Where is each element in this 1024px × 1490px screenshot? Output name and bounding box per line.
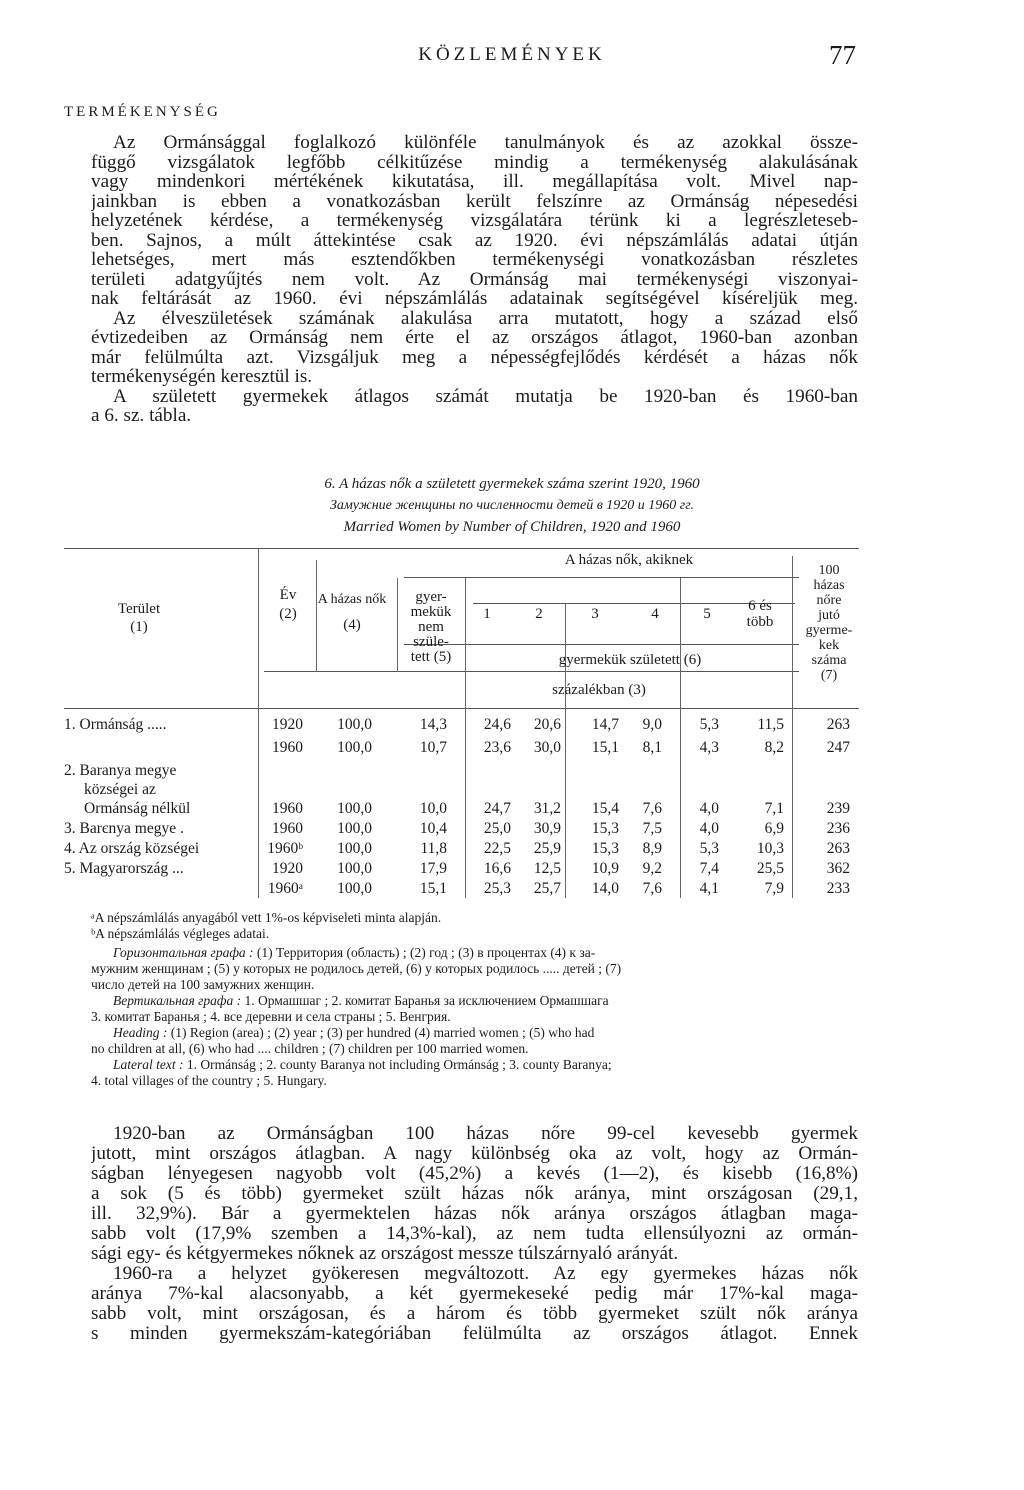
header-col-4: 4 [651, 606, 659, 622]
table-cell: 7,6 [642, 800, 662, 817]
year-cell: 1960ᵃ [267, 880, 303, 897]
text-line: a 6. sz. tábla. [91, 406, 192, 426]
header-year: Év [279, 587, 297, 603]
table-cell: 25,5 [756, 860, 784, 877]
table-cell: 8,2 [764, 739, 784, 756]
header-married-women-num: (4) [343, 617, 361, 633]
text-line: sabb volt, mint országosan, és a három és több gyermeket szült nők aránya [91, 1304, 858, 1324]
table-caption-ru: Замужние женщины по численности детей в 1920 и 1960 гг. [329, 498, 695, 513]
header-per100: házas [813, 578, 845, 593]
row-label: 1. Ormánság ..... [64, 716, 167, 733]
table-cell: 15,1 [591, 739, 619, 756]
note-label: Lateral text : [113, 1057, 184, 1072]
header-per100: száma [811, 653, 847, 668]
table-cell: 7,6 [642, 880, 662, 897]
header-col-3: 3 [591, 606, 599, 622]
header-born: gyermekük született (6) [558, 652, 702, 668]
table-cell: 31,2 [533, 800, 561, 817]
table-cell: 17,9 [419, 860, 447, 877]
header-region-num: (1) [130, 619, 148, 635]
table-cell: 24,7 [483, 800, 511, 817]
table-cell: 10,4 [419, 820, 447, 837]
text-line: már felülmúlta azt. Vizsgáljuk meg a népességfejlődés kérdését a házas nők [91, 347, 858, 367]
header-col-2: 2 [535, 606, 543, 622]
table-cell: 14,7 [591, 716, 619, 733]
table-cell: 10,9 [591, 860, 619, 877]
table-cell: 6,9 [764, 820, 784, 837]
header-col-5: 5 [703, 606, 711, 622]
text-line: vagy mindenkori mértékének kikutatása, ill. megállapítása volt. Mivel nap- [91, 172, 858, 192]
text-line: aránya 7%-kal alacsonyabb, a két gyermekeseké pedig már 17%-kal maga- [91, 1284, 858, 1304]
row-label: 3. Barєnya megye . [64, 820, 184, 837]
header-no-children: szüle- [413, 634, 449, 650]
table-cell: 100,0 [337, 800, 372, 817]
table-cell: 247 [826, 739, 850, 756]
table-cell: 23,6 [483, 739, 511, 756]
table-cell: 12,5 [533, 860, 561, 877]
header-region: Terület [117, 601, 161, 617]
year-cell: 1960ᵇ [267, 840, 303, 857]
table-cell: 100,0 [337, 739, 372, 756]
text-line: évtizedeiben az Ormánság nem érte el az országos átlagot, 1960-ban azonban [91, 328, 858, 348]
section-title: TERMÉKENYSÉG [64, 104, 221, 120]
intro-paragraph [91, 133, 858, 426]
footnote-a: ᵃA népszámlálás anyagából vett 1%-os képviseleti minta alapján. [91, 910, 442, 925]
column-divider [316, 560, 317, 672]
text-line: ill. 32,9%). Bár a gyermektelen házas nők aránya országos átlagban maga- [91, 1204, 858, 1224]
table-cell: 100,0 [337, 716, 372, 733]
header-per100: kek [818, 638, 840, 653]
table-cell: 100,0 [337, 820, 372, 837]
header-per100: gyerme- [805, 623, 853, 638]
table-cell: 4,1 [699, 880, 719, 897]
text-line: 1960-ra a helyzet gyökeresen megváltozott. Az egy gyermekes házas nők [113, 1264, 858, 1284]
table-cell: 5,3 [699, 716, 719, 733]
note-label: Горизонтальная графа : [113, 945, 254, 960]
table-cell: 25,9 [533, 840, 561, 857]
table-cell: 10,7 [419, 739, 447, 756]
closing-paragraph [91, 1124, 858, 1344]
percent-rule [264, 671, 799, 672]
table-cell: 15,3 [591, 840, 619, 857]
year-cell: 1920 [272, 716, 303, 733]
table-cell: 7,5 [642, 820, 662, 837]
year-cell: 1960 [272, 820, 303, 837]
header-bottom-rule [64, 708, 859, 709]
text-line: jainkban is ebben a vonatkozásban került felszínre az Ormánság népesedési [91, 191, 858, 211]
text-line: területi adatgyűjtés nem volt. Az Ormánság mai termékenységi viszonyai- [91, 269, 858, 289]
note-text: (1) Территория (область) ; (2) год ; (3) в процентах (4) к за- [256, 945, 596, 960]
header-no-children: mekük [410, 604, 452, 620]
text-line: A született gyermekek átlagos számát mutatja be 1920-ban és 1960-ban [113, 386, 858, 406]
header-per100: (7) [820, 668, 838, 683]
note-label: Вертикальная графа : [113, 993, 242, 1008]
text-line: nak feltárását az 1960. évi népszámlálás adatainak segítségével kíséreljük meg. [91, 289, 858, 309]
table-cell: 16,6 [483, 860, 511, 877]
group-rule [404, 577, 799, 578]
header-per100: jutó [818, 608, 840, 623]
text-line: ben. Sajnos, a múlt áttekintése csak az 1920. évi népszámlálás adatai útján [91, 230, 858, 250]
text-line: ságban lényegesen nagyobb volt (45,2%) a kevés (1—2), és kisebb (16,8%) [91, 1164, 858, 1184]
header-no-children: tett (5) [410, 649, 452, 665]
note-text: 1. Ormánság ; 2. county Baranya not including Ormánság ; 3. county Baranya; [186, 1057, 612, 1072]
table-cell: 100,0 [337, 840, 372, 857]
table-cell: 5,3 [699, 840, 719, 857]
table-cell: 15,1 [419, 880, 447, 897]
table-caption-hu: 6. A házas nők a született gyermekek száma szerint 1920, 1960 [324, 476, 700, 492]
text-line: a sok (5 és több) gyermeket szült házas nők aránya, mint országosan (29,1, [91, 1184, 858, 1204]
table-cell: 263 [826, 840, 850, 857]
row-label: Ormánság nélkül [84, 800, 191, 817]
table-cell: 25,7 [533, 880, 561, 897]
table-cell: 20,6 [533, 716, 561, 733]
table-cell: 11,8 [420, 840, 447, 857]
table-cell: 263 [826, 716, 850, 733]
header-no-children: nem [418, 619, 444, 635]
text-line: sabb volt (17,9% szemben a 14,3%-kal), az nem tudta ellensúlyozni az ormán- [91, 1224, 858, 1244]
table-cell: 7,4 [699, 860, 719, 877]
table-cell: 4,0 [699, 820, 719, 837]
footnote-b: ᵇA népszámlálás végleges adatai. [91, 926, 270, 941]
header-no-children: gyer- [415, 589, 447, 605]
note-text: 3. комитат Баранья ; 4. все деревни и села страны ; 5. Венгрия. [91, 1009, 451, 1024]
table-top-rule [64, 548, 859, 549]
text-line: függő vizsgálatok legfőbb célkitűzése mindig a termékenység alakulásának [91, 152, 858, 172]
header-per100: 100 [818, 563, 840, 578]
text-line: lehetséges, mert más esztendőkben termékenységi vonatkozásban részletes [91, 250, 858, 270]
text-line: helyzetének kérdése, a termékenység vizsgálatára térünk ki a legrészleteseb- [91, 211, 858, 231]
table-cell: 4,0 [699, 800, 719, 817]
table-cell: 22,5 [483, 840, 511, 857]
table-cell: 362 [826, 860, 850, 877]
text-line: s minden gyermekszám-kategóriában felülmúlta az országos átlagot. Ennek [91, 1324, 858, 1344]
year-cell: 1960 [272, 800, 303, 817]
table-cell: 24,6 [483, 716, 511, 733]
table-cell: 239 [826, 800, 850, 817]
text-line: sági egy- és kétgyermekes nőknek az országost messze túlszárnyaló arányát. [91, 1244, 679, 1264]
table-cell: 236 [826, 820, 850, 837]
text-line: Az élveszületések számának alakulása arra mutatott, hogy a század első [113, 308, 858, 328]
header-married-women: A házas nők [317, 592, 387, 607]
text-line: 1920-ban az Ormánságban 100 házas nőre 99-cel kevesebb gyermek [113, 1124, 858, 1144]
year-cell: 1960 [272, 739, 303, 756]
note-label: Heading : [113, 1025, 168, 1040]
table-cell: 30,0 [533, 739, 561, 756]
header-per100: nőre [816, 593, 842, 608]
table-cell: 8,1 [642, 739, 662, 756]
table-cell: 10,0 [419, 800, 447, 817]
table-cell: 100,0 [337, 860, 372, 877]
table-cell: 9,0 [642, 716, 662, 733]
table-cell: 4,3 [699, 739, 719, 756]
translation-notes [91, 945, 858, 1089]
note-text: число детей на 100 замужних женщин. [91, 977, 315, 992]
table-cell: 25,3 [483, 880, 511, 897]
table-cell: 11,5 [757, 716, 784, 733]
running-head: KÖZLEMÉNYEK [418, 44, 606, 65]
row-label: 2. Baranya megye [64, 762, 177, 779]
note-text: 4. total villages of the country ; 5. Hungary. [91, 1073, 327, 1088]
text-line: termékenységén keresztül is. [91, 367, 313, 387]
table-cell: 7,1 [764, 800, 784, 817]
year-cell: 1920 [272, 860, 303, 877]
note-text: 1. Ормашшаг ; 2. комитат Баранья за исключением Ормашшага [244, 993, 609, 1008]
header-col-6: 6 és [748, 598, 772, 614]
header-col-1: 1 [483, 606, 491, 622]
table-cell: 8,9 [642, 840, 662, 857]
header-group: A házas nők, akiknek [564, 552, 694, 568]
row-label: községei az [84, 781, 156, 798]
row-label: 5. Magyarország ... [64, 860, 184, 877]
header-percent: százalékban (3) [552, 682, 646, 698]
table-caption-en: Married Women by Number of Children, 1920 and 1960 [343, 519, 681, 535]
note-text: (1) Region (area) ; (2) year ; (3) per hundred (4) married women ; (5) who had [170, 1025, 595, 1040]
table-cell: 25,0 [483, 820, 511, 837]
row-label: 4. Az ország községei [64, 840, 200, 857]
table-cell: 30,9 [533, 820, 561, 837]
table-cell: 15,3 [591, 820, 619, 837]
table-cell: 15,4 [591, 800, 619, 817]
header-year-num: (2) [279, 606, 297, 622]
table-cell: 9,2 [642, 860, 662, 877]
table-cell: 14,3 [419, 716, 447, 733]
table-cell: 10,3 [756, 840, 784, 857]
table-cell: 7,9 [764, 880, 784, 897]
text-line: Az Ormánsággal foglalkozó különféle tanulmányok és az azokkal össze- [113, 133, 858, 153]
table-cell: 100,0 [337, 880, 372, 897]
table-cell: 14,0 [591, 880, 619, 897]
page-number: 77 [829, 40, 856, 70]
table-cell: 233 [826, 880, 850, 897]
note-text: no children at all, (6) who had .... children ; (7) children per 100 married women. [91, 1041, 529, 1056]
note-text: мужним женщинам ; (5) у которых не родилось детей, (6) у которых родилось ..... детей ; (7) [91, 961, 622, 976]
text-line: jutott, mint országos átlagban. A nagy különbség oka az volt, hogy az Ormán- [91, 1144, 858, 1164]
header-col-6: több [746, 614, 774, 630]
